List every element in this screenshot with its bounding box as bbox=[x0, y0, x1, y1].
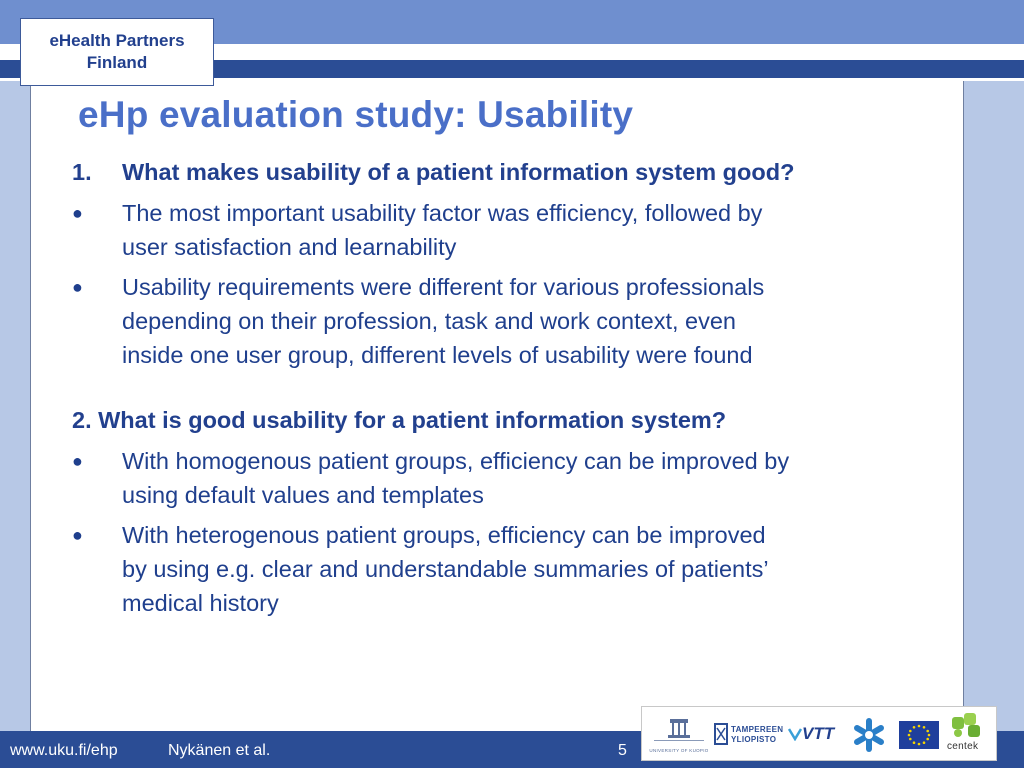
partner-logos bbox=[641, 706, 997, 761]
tampere-emblem-icon bbox=[714, 723, 728, 745]
slide-title: eHp evaluation study: Usability bbox=[78, 94, 634, 135]
bullet-line: by using e.g. clear and understandable summaries of patients’ bbox=[122, 556, 769, 582]
bullet-icon: ● bbox=[72, 277, 83, 297]
bullet-icon: ● bbox=[72, 525, 83, 545]
page-number: 5 bbox=[618, 742, 627, 759]
brand-box bbox=[20, 18, 214, 86]
vtt-text: VTT bbox=[802, 724, 835, 743]
brand-line-1: eHealth Partners bbox=[49, 31, 185, 50]
bullet-line: inside one user group, different levels of usability were found bbox=[122, 342, 753, 368]
brand-line-2: Finland bbox=[86, 53, 148, 72]
vtt-mark-icon bbox=[788, 727, 802, 741]
bullet-2-1 bbox=[72, 444, 952, 512]
bullet-line: medical history bbox=[122, 590, 279, 616]
bullet-line: Usability requirements were different for various professionals bbox=[122, 274, 765, 300]
tampere-text-2: YLIOPISTO bbox=[731, 735, 777, 744]
eu-flag-logo bbox=[899, 721, 939, 749]
bullet-icon: ● bbox=[72, 203, 83, 223]
footer-url[interactable]: www.uku.fi/ehp bbox=[10, 742, 118, 759]
kuopio-emblem-icon bbox=[648, 713, 710, 743]
asterisk-logo bbox=[851, 717, 887, 753]
bullet-line: With heterogenous patient groups, efficiency can be improved bbox=[122, 522, 766, 548]
bullet-line: With homogenous patient groups, efficiency can be improved by bbox=[122, 448, 790, 474]
centek-text: centek bbox=[947, 741, 979, 752]
bullet-1-2 bbox=[72, 270, 952, 372]
centek-logo bbox=[945, 711, 991, 757]
section-gap bbox=[72, 372, 952, 404]
kuopio-text: UNIVERSITY OF KUOPIO bbox=[649, 748, 709, 753]
bullet-line: using default values and templates bbox=[122, 482, 484, 508]
left-margin bbox=[0, 81, 30, 731]
tampere-text-1: TAMPEREEN bbox=[731, 725, 784, 734]
vtt-logo bbox=[788, 721, 838, 747]
asterisk-icon bbox=[851, 717, 887, 753]
slide-body bbox=[72, 156, 952, 620]
bullet-2-2 bbox=[72, 518, 952, 620]
section-2-heading: 2. What is good usability for a patient information system? bbox=[72, 407, 727, 433]
kuopio-logo bbox=[648, 713, 710, 755]
bullet-line: depending on their profession, task and work context, even bbox=[122, 308, 736, 334]
section-1-heading bbox=[72, 156, 952, 188]
tampere-logo bbox=[714, 721, 784, 747]
section-1-number: 1. bbox=[72, 159, 92, 185]
centek-puzzle-icon bbox=[948, 711, 988, 741]
bullet-line: user satisfaction and learnability bbox=[122, 234, 457, 260]
right-margin bbox=[964, 81, 1024, 731]
eu-flag-icon bbox=[899, 721, 939, 749]
footer-author: Nykänen et al. bbox=[168, 742, 271, 759]
bullet-icon: ● bbox=[72, 451, 83, 471]
bullet-line: The most important usability factor was efficiency, followed by bbox=[122, 200, 763, 226]
section-1-heading-text: What makes usability of a patient information system good? bbox=[122, 159, 795, 185]
bullet-1-1 bbox=[72, 196, 952, 264]
